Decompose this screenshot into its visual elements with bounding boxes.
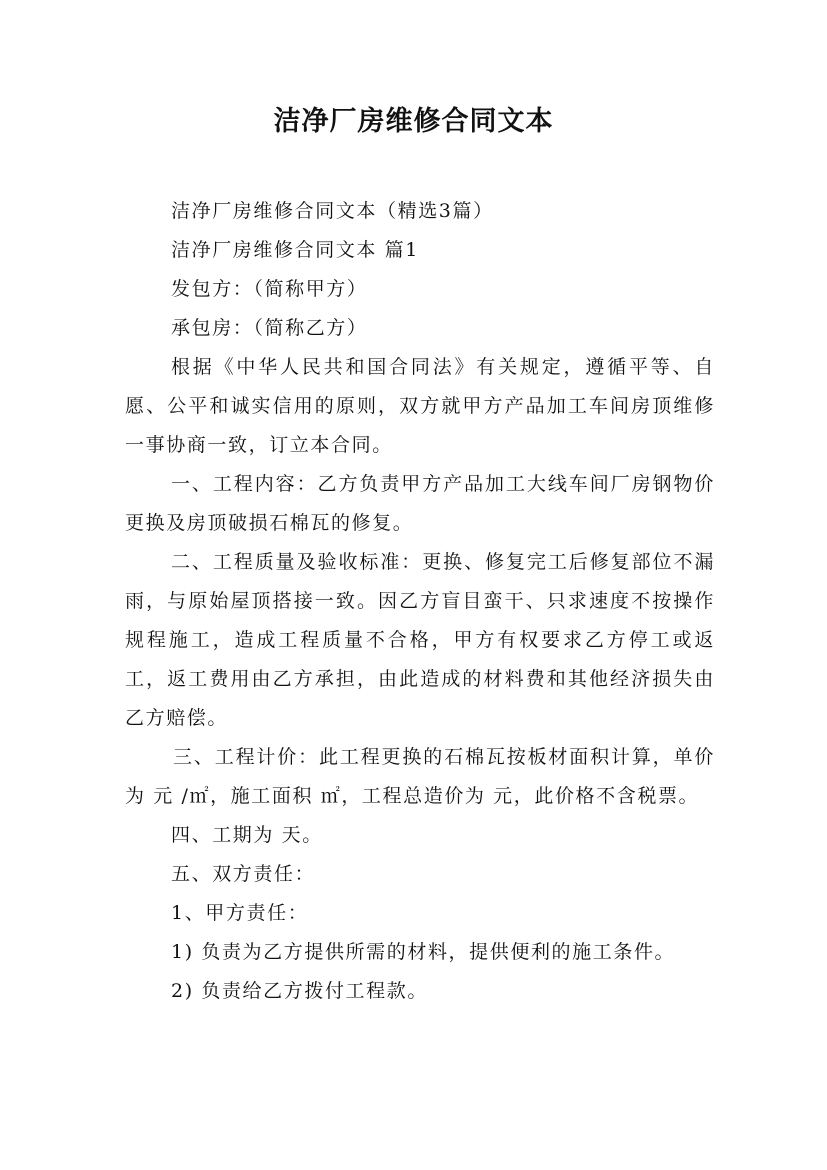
party-b-line: 承包房：（简称乙方） [171,317,368,339]
clause-1-paragraph: 一、工程内容：乙方负责甲方产品加工大线车间厂房钢物价更换及房顶破损石棉瓦的修复。 [125,473,715,534]
party-a-duty-2: 2) 负责给乙方拨付工程款。 [171,980,428,1002]
clause-3-paragraph: 三、工程计价：此工程更换的石棉瓦按板材面积计算，单价为 元 /㎡，施工面积 ㎡，工程总造价为 元，此价格不含税票。 [125,746,715,807]
party-a-duty-1: 1) 负责为乙方提供所需的材料，提供便利的施工条件。 [171,941,676,963]
document-title: 洁净厂房维修合同文本 [273,106,554,137]
clause-4-paragraph: 四、工期为 天。 [171,824,323,846]
section-heading: 洁净厂房维修合同文本 篇1 [171,239,419,261]
party-a-duties-heading: 1、甲方责任： [171,902,309,924]
document-body [125,192,715,1011]
subtitle-paragraph: 洁净厂房维修合同文本（精选3篇） [171,200,494,222]
clause-5-paragraph: 五、双方责任： [171,863,316,885]
preamble-paragraph: 根据《中华人民共和国合同法》有关规定，遵循平等、自愿、公平和诚实信用的原则，双方就甲方产品加工车间房顶维修一事协商一致，订立本合同。 [125,356,715,456]
party-a-line: 发包方：（简称甲方） [171,278,368,300]
clause-2-paragraph: 二、工程质量及验收标准：更换、修复完工后修复部位不漏雨，与原始屋顶搭接一致。因乙方盲目蛮干、只求速度不按操作规程施工，造成工程质量不合格，甲方有权要求乙方停工或返工，返工费用由乙方承担，由此造成的材料费和其他经济损失由乙方赔偿。 [125,551,715,729]
